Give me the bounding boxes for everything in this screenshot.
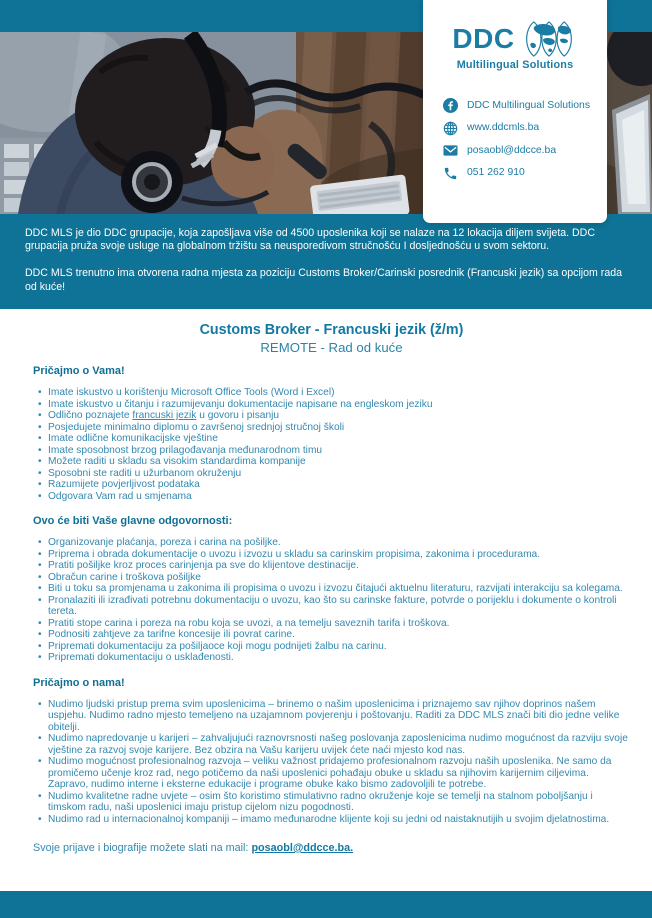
bullet-item: • Imate odlične komunikacijske vještine [48,433,630,445]
bullet-item: • Nudimo rad u internacionalnoj kompaniji – imamo međunarodne klijente koji su jedni od naistaknutijih u svojim djelatnostima. [48,814,630,826]
bullet-item: • Sposobni ste raditi u užurbanom okruženju [48,468,630,480]
bullet-item: • Pripremati dokumentaciju za pošiljaoce koji mogu podnijeti žalbu na carinu. [48,641,630,653]
bullet-item: • Nudimo kvalitetne radne uvjete – osim što koristimo stimulativno radno okruženje koje se temelji na stalnom poboljšanju i timskom radu, naši uposlenici imaju pristup cijelom nizu pogodnosti. [48,791,630,814]
bullet-item: • Priprema i obrada dokumentacije o uvozu i izvozu u skladu sa carinskim propisima, zakonima i procedurama. [48,549,630,561]
facebook-icon [443,98,458,113]
job-posting [0,309,652,891]
contact-email[interactable] [443,143,607,158]
job-title: Customs Broker - Francuski jezik (ž/m) [199,322,464,338]
bullet-item: • Pratiti stope carina i poreza na robu koja se uvozi, a na temelju saveznih tarifa i troškova. [48,618,630,630]
bullet-list-about-us [33,699,630,826]
intro-band [0,214,652,309]
phone-icon [443,166,458,181]
section-heading-responsibilities: Ovo će biti Vaše glavne odgovornosti: [33,515,233,527]
apply-line [33,842,630,855]
intro-paragraph-1: DDC MLS je dio DDC grupacije, koja zapošljava više od 4500 uposlenika koji se nalaze na 12 lokacija diljem svijeta. DDC grupacija pruža svoje usluge na globalnom tržištu sa neusporedivom stručnošću I dosljednošću u svom sektoru. [25,227,595,253]
bullet-item: • Pronalaziti ili izrađivati potrebnu dokumentaciju o uvozu, kao što su carinske fakture, potvrde o porijeklu i dokumente o kontroli tereta. [48,595,630,618]
bullet-item: • Nudimo ljudski pristup prema svim uposlenicima – brinemo o našim uposlenicima i priznajemo sav njihov doprinos našem uspjehu. Nudimo radno mjesto temeljeno na uzajamnom povjerenju i poštovanju. Raditi za DDC MLS znači biti dio jedne velike obitelji. [48,699,630,734]
bullet-item: • Nudimo mogućnost profesionalnog razvoja – veliku važnost pridajemo profesionalnom razvoju naših uposlenika. Ne samo da promičemo učenje kroz rad, nego potičemo da naši uposlenici pohađaju obuke u skladu sa njihovim karijernim ciljevima. Zapravo, nudimo interne i eksterne edukacije i programe obuke kako bismo zadovoljili te potrebe. [48,756,630,791]
contact-website-label: www.ddcmls.ba [467,122,540,133]
bottom-accent-bar [0,891,652,918]
apply-email-link[interactable]: posaobl@ddcce.ba. [251,842,354,854]
intro-paragraph-2: DDC MLS trenutno ima otvorena radna mjesta za poziciju Customs Broker/Carinski posrednik (Francuski jezik) sa opcijom rada od kuće! [25,267,623,293]
apply-text: Svoje prijave i biografije možete slati na mail: [33,842,249,854]
bullet-item: • Odgovara Vam rad u smjenama [48,491,630,503]
bullet-item: • Imate iskustvo u korištenju Microsoft Office Tools (Word i Excel) [48,387,630,399]
section-heading-about-us: Pričajmo o nama! [33,676,125,689]
contact-phone[interactable] [443,166,607,181]
bullet-item: • Odlično poznajete francuski jezik u govoru i pisanju [48,410,630,422]
bullet-item: • Nudimo napredovanje u karijeri – zahvaljujući raznovrsnosti našeg poslovanja zaposlenicima nudimo mogućnost da razviju svoje vještine za razvoj svoje karijere. Bez obzira na Vašu karijeru uvijek ćete naći mjesto kod nas. [48,733,630,756]
contact-website[interactable] [443,121,607,136]
bullet-item: • Možete raditi u skladu sa visokim standardima kompanije [48,456,630,468]
bullet-list-about-you [33,387,630,502]
envelope-icon [443,143,458,158]
bullet-item: • Organizovanje plaćanja, poreza i carina na pošiljke. [48,537,630,549]
bullet-item: • Razumijete povjerljivost podataka [48,479,630,491]
brand-card [423,0,607,223]
contact-email-label: posaobl@ddcce.ba [467,144,557,156]
contact-facebook[interactable] [443,98,607,113]
job-subtitle: REMOTE - Rad od kuće [260,340,403,355]
bullet-item: • Posjedujete minimalno diplomu o završenoj srednjoj stručnoj školi [48,422,630,434]
globe-icon [443,121,458,136]
contact-list [443,98,607,181]
brand-tagline: Multilingual Solutions [456,59,574,71]
contact-phone-label: 051 262 910 [467,167,525,178]
bullet-item: • Podnositi zahtjeve za tarifne koncesije ili povrat carine. [48,629,630,641]
logo-wordmark: DDC [452,23,515,54]
bullet-item: • Obračun carine i troškova pošiljke [48,572,630,584]
contact-facebook-label: DDC Multilingual Solutions [467,99,591,111]
bullet-list-responsibilities [33,537,630,664]
brand-logo [423,20,607,71]
globe-logo-icon [520,20,578,58]
bullet-item: • Biti u toku sa promjenama u zakonima ili propisima o uvozu i izvozu čitajući aktuelnu literaturu, razvijati interakciju sa kolegama. [48,583,630,595]
bullet-item: • Pripremati dokumentaciju o usklađenosti. [48,652,630,664]
section-heading-about-you: Pričajmo o Vama! [33,365,125,377]
bullet-item: • Imate iskustvo u čitanju i razumijevanju dokumentacije napisane na engleskom jeziku [48,399,630,411]
bullet-item: • Imate sposobnost brzog prilagođavanja međunarodnom timu [48,445,630,457]
bullet-item: • Pratiti pošiljke kroz proces carinjenja pa sve do klijentove destinacije. [48,560,630,572]
